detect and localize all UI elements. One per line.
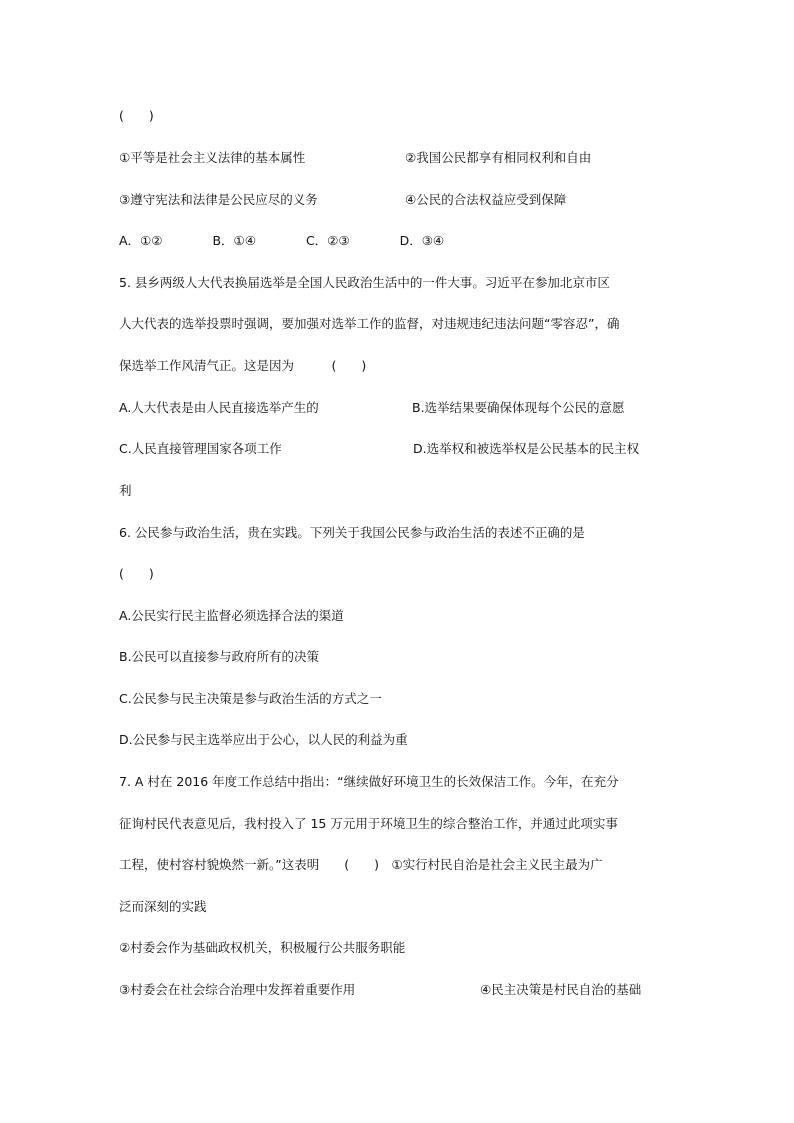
q7-option-3: ③村委会在社会综合治理中发挥着重要作用 [119, 982, 356, 997]
q5-stem-line-1: 5. 县乡两级人大代表换届选举是全国人民政治生活中的一件大事。习近平在参加北京市区 [119, 275, 610, 290]
q5-option-a: A.人大代表是由人民直接选举产生的 [119, 400, 319, 415]
q4-option-3: ③遵守宪法和法律是公民应尽的义务 [119, 192, 318, 207]
q5-option-d: D.选举权和被选举权是公民基本的民主权 [413, 441, 640, 456]
q5-option-b: B.选举结果要确保体现每个公民的意愿 [412, 400, 625, 415]
q6-option-d: D.公民参与民主选举应出于公心，以人民的利益为重 [119, 732, 408, 747]
q5-stem-line-2: 人大代表的选举投票时强调，要加强对选举工作的监督，对违规违纪违法问题“零容忍”，确 [119, 316, 620, 331]
q4-choices: A．①② B．①④ C．②③ D．③④ [119, 233, 445, 248]
q7-option-4: ④民主决策是村民自治的基础 [480, 982, 642, 997]
q4-option-2: ②我国公民都享有相同权利和自由 [405, 150, 592, 165]
q6-answer-bracket: ( ) [119, 566, 154, 581]
q5-option-d-continued: 利 [119, 483, 132, 498]
q6-option-b: B.公民可以直接参与政府所有的决策 [119, 649, 320, 664]
q5-stem-line-3: 保选举工作风清气正。这是因为 ( ) [119, 358, 367, 373]
q7-stem-line-3: 工程，使村容村貌焕然一新。”这表明 ( ) ①实行村民自治是社会主义民主最为广 [119, 857, 603, 872]
q4-answer-bracket: ( ) [119, 108, 154, 123]
q4-option-1: ①平等是社会主义法律的基本属性 [119, 150, 306, 165]
q6-option-c: C.公民参与民主决策是参与政治生活的方式之一 [119, 691, 382, 706]
q7-stem-line-4: 泛而深刻的实践 [119, 899, 207, 914]
q7-stem-line-1: 7. A 村在 2016 年度工作总结中指出：“继续做好环境卫生的长效保洁工作。今年，在充分 [119, 774, 619, 789]
q7-stem-line-2: 征询村民代表意见后，我村投入了 15 万元用于环境卫生的综合整治工作，并通过此项实事 [119, 816, 618, 831]
q7-option-2: ②村委会作为基础政权机关，积极履行公共服务职能 [119, 940, 406, 955]
q4-option-4: ④公民的合法权益应受到保障 [405, 192, 567, 207]
q6-stem-line-1: 6. 公民参与政治生活，贵在实践。下列关于我国公民参与政治生活的表述不正确的是 [119, 525, 585, 540]
q6-option-a: A.公民实行民主监督必须选择合法的渠道 [119, 608, 344, 623]
q5-option-c: C.人民直接管理国家各项工作 [119, 441, 282, 456]
